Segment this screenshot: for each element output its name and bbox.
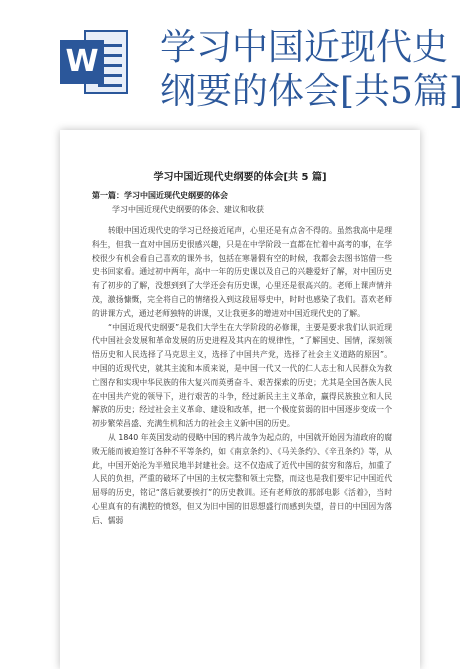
hero-title-line-2: 纲要的体会[共5篇]	[160, 71, 463, 112]
paragraph-1: 转眼中国近现代史的学习已经接近尾声，心里还是有点舍不得的。虽然我高中是理科生，但我一直对中国历史很感兴趣，只是在中学阶段一直都在忙着中高考的事，在学校很少有机会看自己喜欢的课外书，包括在寒暑假有空的时候，我都会去图书馆借一些史书回家看。通过初中两年，高中一年的历史课以及自己的兴趣爱好了解，对中国历史有了初步的了解，没想到到了大学还会有历史课，心里还是很高兴的。老师上课声情并茂，激扬慷慨，完全将自己的情绪投入到这段屈辱史中，时时也感染了我们。喜欢老师的讲课方式，通过老师独特的讲课，又让我更多的增进对中国近现代史的了解。	[92, 226, 392, 318]
document-title: 学习中国近现代史纲要的体会[共 5 篇]	[153, 172, 327, 183]
section-heading: 第一篇：学习中国近现代史纲要的体会	[92, 191, 228, 200]
word-letter: W	[60, 40, 104, 84]
hero-banner	[0, 0, 474, 130]
document-body	[92, 224, 392, 528]
section-subheading: 学习中国近现代史纲要的体会、建议和收获	[112, 205, 264, 214]
word-document-icon	[60, 30, 128, 94]
document-page	[60, 130, 420, 669]
hero-title	[160, 26, 463, 114]
paragraph-2: “中国近现代史纲要”是我们大学生在大学阶段的必修课，主要是要求我们认识近现代中国社会发展和革命发展的历史进程及其内在的规律性，“了解国史、国情，深刻领悟历史和人民选择了马克思主义，选择了中国共产党，选择了社会主义道路的原因”。中国的近现代史，就其主流和本质来说，是中国一代又一代的仁人志士和人民群众为救亡图存和实现中华民族的伟大复兴而英勇奋斗、艰苦探索的历史；尤其是全国各族人民在中国共产党的领导下，进行艰苦的斗争，经过新民主主义革命，赢得民族独立和人民解放的历史；经过社会主义革命、建设和改革，把一个极度贫弱的旧中国逐步变成一个初步繁荣昌盛、充满生机和活力的社会主义新中国的历史。	[92, 322, 392, 429]
paragraph-3: 从 1840 年英国发动的侵略中国的鸦片战争为起点的，中国就开始因为清政府的腐败无能而被迫签订各种不平等条约，如《南京条约》、《马关条约》、《辛丑条约》等，从此，中国开始沦为半殖民地半封建社会。这不仅造成了近代中国的贫穷和落后，加重了人民的负担，严重的破坏了中国的主权完整和领土完整，而这也是我们要牢记中国近代屈辱的历史，铭记“落后就要挨打”的历史教训。还有老师放的那部电影《活着》，当时心里真有的有满腔的愤怒，但又为旧中国的旧思想盛行而感到失望，昔日的中国因为落后、懦弱	[92, 432, 392, 525]
hero-title-line-1: 学习中国近现代史	[160, 27, 449, 68]
